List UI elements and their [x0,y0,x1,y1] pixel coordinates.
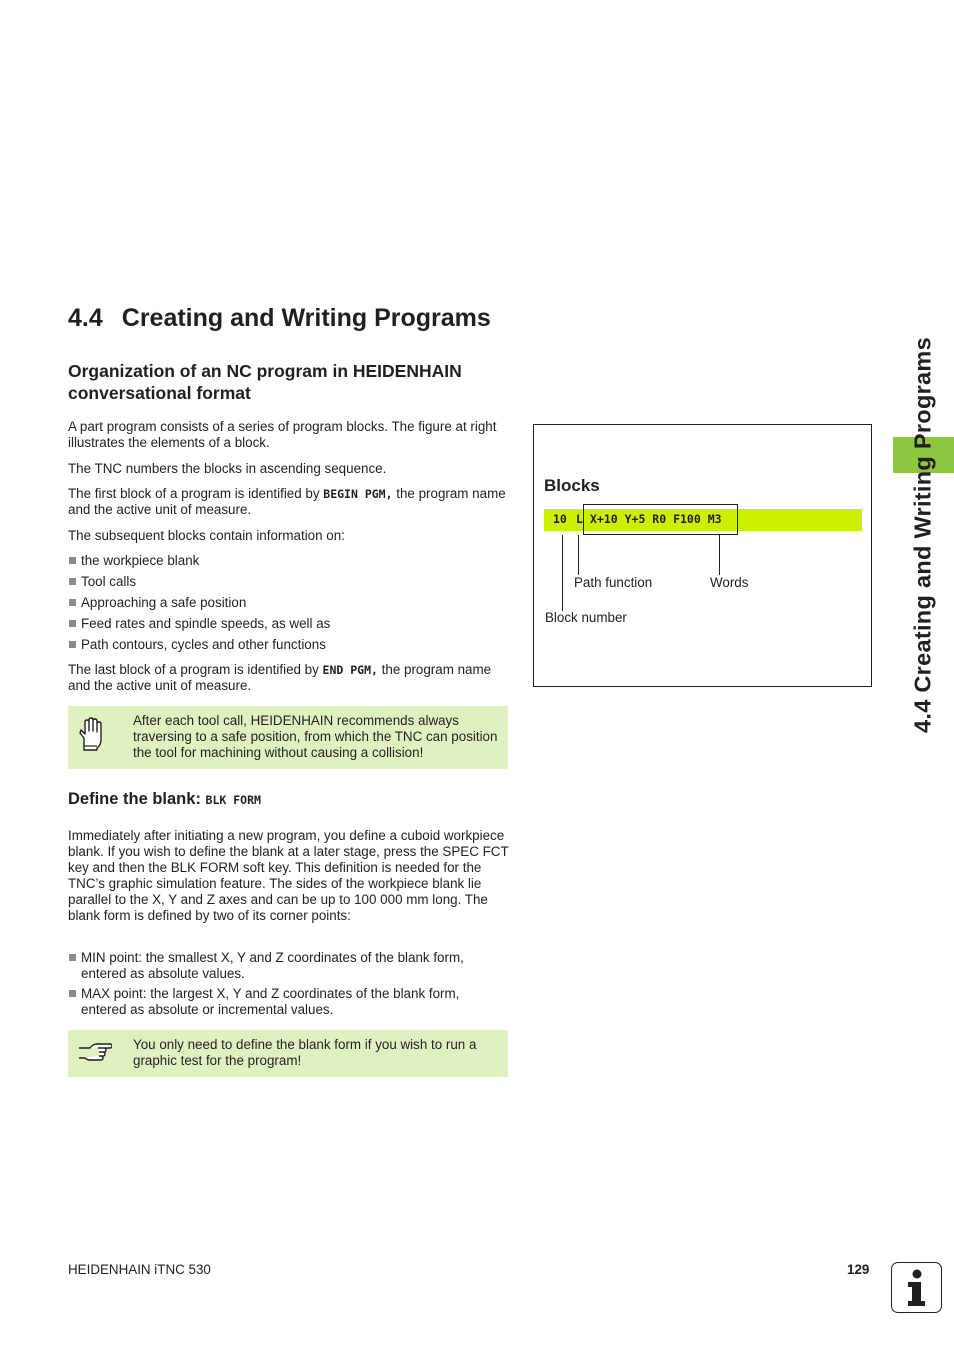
first-block-paragraph [68,486,510,518]
section-title: Creating and Writing Programs [121,304,491,332]
block-number-code: 10 [553,512,567,526]
text-run: The first block of a program is identified by [68,486,324,501]
words-label: Words [710,575,749,590]
begin-pgm-code: BEGIN PGM, [323,487,393,501]
block-number-label: Block number [545,610,627,625]
heading-text: Define the blank: [68,790,206,808]
info-glyph [892,1263,941,1312]
list-item: Feed rates and spindle speeds, as well as [68,616,508,632]
hand-stop-icon [78,717,102,751]
list-item: MIN point: the smallest X, Y and Z coordinates of the blank form, entered as absolute values. [68,950,508,982]
list-item: Path contours, cycles and other functions [68,637,508,653]
text-run: the program name and the active unit of measure. [68,486,506,517]
words-bracket [583,504,738,535]
list-item: MAX point: the largest X, Y and Z coordinates of the blank form, entered as absolute or incremental values. [68,986,508,1018]
list-item: Approaching a safe position [68,595,508,611]
note-box [68,706,508,769]
subheading: Organization of an NC program in HEIDENHAIN conversational format [68,361,462,403]
path-function-label: Path function [574,575,653,590]
section-number: 4.4 [68,304,103,332]
side-tab-title: 4.4 Creating and Writing Programs [909,337,936,733]
path-function-leader [578,535,579,575]
block-number-leader [562,535,563,611]
text-run: the program name and the active unit of measure. [68,662,492,693]
note-text: You only need to define the blank form if you wish to run a graphic test for the program! [133,1037,477,1068]
list-item: Tool calls [68,574,508,590]
figure-title: Blocks [544,476,600,495]
note-text: After each tool call, HEIDENHAIN recommends always traversing to a safe position, from which the TNC can position the tool for machining without causing a collision! [133,713,498,760]
pointing-hand-icon [78,1041,112,1063]
footer-manual-title: HEIDENHAIN iTNC 530 [68,1262,211,1277]
words-code: X+10 Y+5 R0 F100 M3 [590,512,722,526]
define-blank-heading [68,790,261,809]
block-figure [533,424,872,687]
blk-form-code: BLK FORM [205,793,261,807]
path-function-code: L [576,512,583,526]
list-item: the workpiece blank [68,553,508,569]
intro-paragraph: The TNC numbers the blocks in ascending sequence. [68,461,387,476]
intro-paragraph: A part program consists of a series of program blocks. The figure at right illustrates the elements of a block. [68,419,497,450]
subsequent-intro: The subsequent blocks contain information on: [68,528,345,543]
page-number: 129 [847,1262,870,1277]
section-heading [68,304,491,333]
info-icon [891,1262,942,1313]
words-leader [719,535,720,575]
blank-paragraph: Immediately after initiating a new program, you define a cuboid workpiece blank. If you wish to define the blank at a later stage, press the SPEC FCT key and then the BLK FORM soft key. This definition is needed for the TNC’s graphic simulation feature. The sides of the workpiece blank lie parallel to the X, Y and Z axes and can be up to 100 000 mm long. The blank form is defined by two of its corner points: [68,828,509,923]
last-block-paragraph [68,662,510,694]
note-box [68,1030,508,1077]
text-run: The last block of a program is identified by [68,662,323,677]
end-pgm-code: END PGM, [322,663,378,677]
